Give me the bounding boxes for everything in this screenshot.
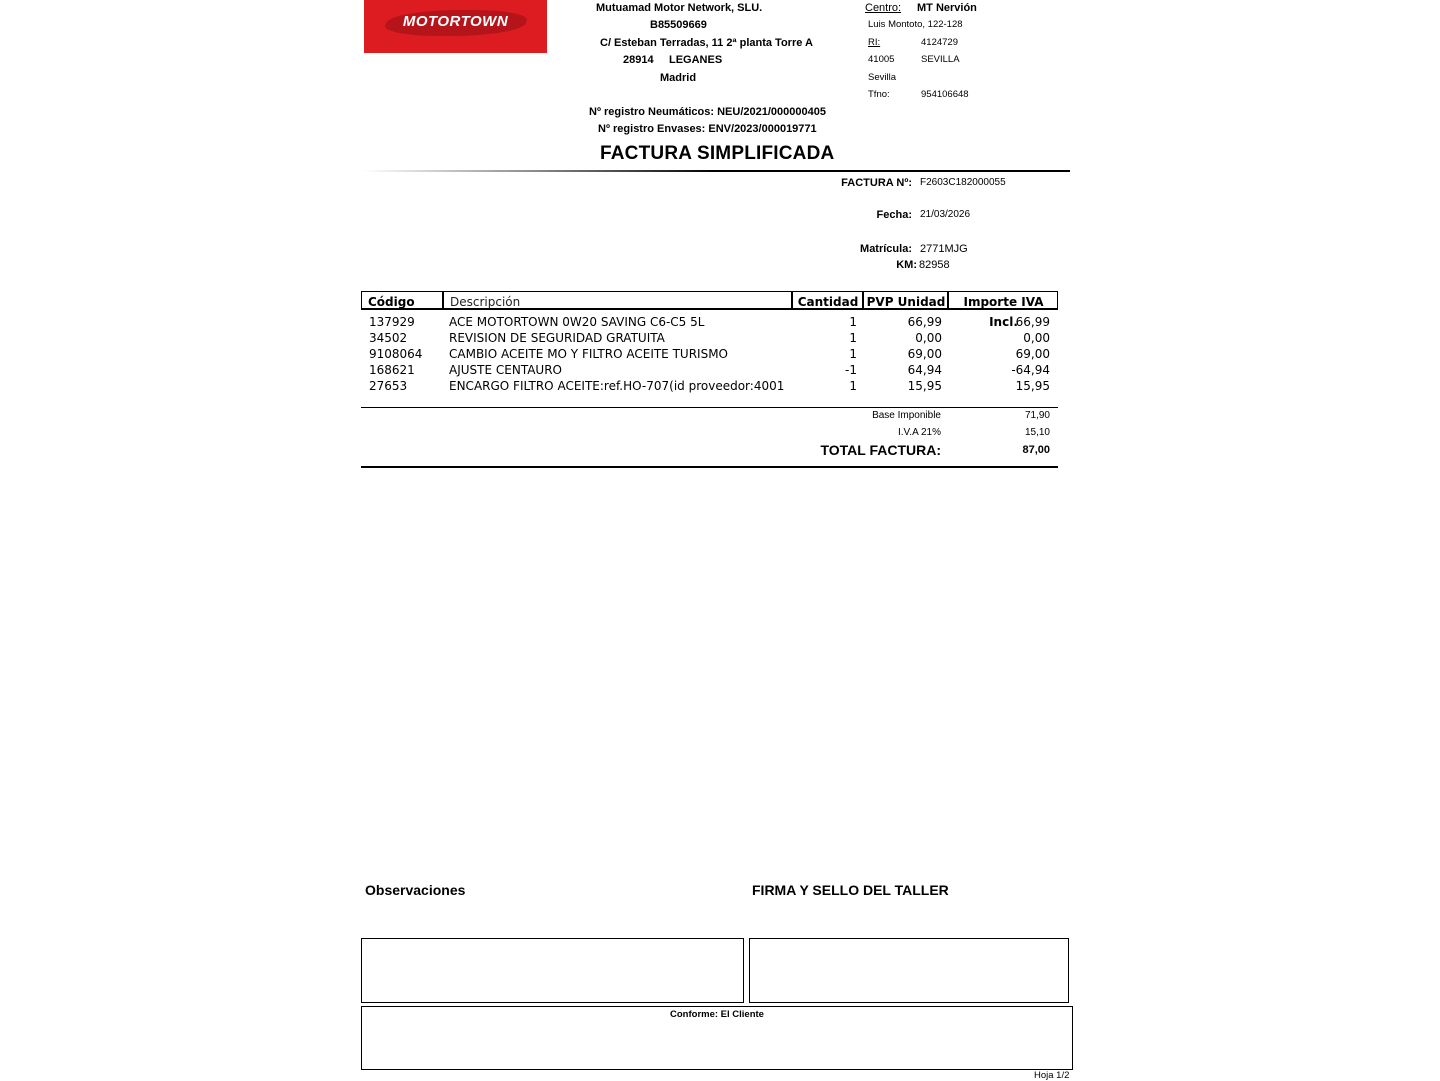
header-quantity: Cantidad (791, 292, 863, 310)
row-description: ENCARGO FILTRO ACEITE:ref.HO-707(id proveedor:4001 (449, 379, 785, 393)
table-row (361, 379, 1058, 395)
total-value: 87,00 (1022, 444, 1050, 456)
motortown-logo (364, 0, 547, 53)
center-province: Sevilla (868, 72, 896, 83)
row-amount: 69,00 (1015, 347, 1050, 361)
table-row (361, 363, 1058, 379)
base-label: Base Imponible (872, 410, 941, 421)
plate-value: 2771MJG (920, 243, 968, 255)
row-description: REVISION DE SEGURIDAD GRATUITA (449, 331, 665, 345)
row-unit-price: 69,00 (907, 347, 942, 361)
row-amount: -64,94 (1011, 363, 1050, 377)
customer-conformity-label: Conforme: El Cliente (670, 1009, 764, 1020)
invoice-date: 21/03/2026 (920, 209, 971, 220)
header-amount: Importe IVA Incl. (947, 292, 1058, 310)
total-label: TOTAL FACTURA: (820, 442, 941, 458)
row-code: 34502 (369, 331, 408, 345)
title-divider (362, 170, 1070, 172)
items-divider (361, 407, 1058, 408)
company-province: Madrid (660, 72, 697, 84)
vat-value: 15,10 (1024, 427, 1050, 438)
center-ri-label: RI: (868, 37, 881, 48)
center-ri-value: 4124729 (921, 37, 958, 48)
company-city: LEGANES (669, 54, 723, 66)
plate-label: Matrícula: (860, 243, 912, 255)
signature-heading: FIRMA Y SELLO DEL TALLER (752, 882, 949, 898)
tyre-registry: Nº registro Neumáticos: NEU/2021/000000405 (589, 106, 826, 118)
row-code: 137929 (369, 315, 415, 329)
row-amount: 15,95 (1015, 379, 1050, 393)
logo-text: MOTORTOWN (402, 13, 509, 30)
row-amount: 0,00 (1023, 331, 1050, 345)
table-row (361, 347, 1058, 363)
row-unit-price: 15,95 (907, 379, 942, 393)
row-description: AJUSTE CENTAURO (449, 363, 562, 377)
row-quantity: 1 (849, 347, 857, 361)
table-row (361, 315, 1058, 331)
invoice-date-label: Fecha: (876, 209, 912, 221)
observations-heading: Observaciones (365, 882, 466, 898)
row-quantity: 1 (849, 331, 857, 345)
row-unit-price: 0,00 (915, 331, 942, 345)
row-unit-price: 64,94 (907, 363, 942, 377)
header-unit-price: PVP Unidad (862, 292, 948, 310)
row-code: 168621 (369, 363, 415, 377)
row-quantity: 1 (849, 315, 857, 329)
header-description: Descripción (442, 292, 792, 310)
signature-box (749, 938, 1069, 1003)
center-city: SEVILLA (921, 54, 960, 65)
company-cif: B85509669 (650, 19, 707, 31)
packaging-registry: Nº registro Envases: ENV/2023/000019771 (598, 123, 817, 135)
row-quantity: 1 (849, 379, 857, 393)
km-label: KM: (896, 259, 917, 271)
totals-divider (361, 466, 1058, 468)
company-street: C/ Esteban Terradas, 11 2ª planta Torre A (600, 37, 813, 49)
row-amount: 66,99 (1015, 315, 1050, 329)
company-postal-code: 28914 (623, 54, 654, 66)
observations-box (361, 938, 744, 1003)
center-phone-label: Tfno: (868, 89, 890, 100)
km-value: 82958 (919, 259, 950, 271)
header-code: Código (368, 295, 415, 309)
center-address: Luis Montoto, 122-128 (868, 19, 963, 30)
row-unit-price: 66,99 (907, 315, 942, 329)
table-row (361, 331, 1058, 347)
base-value: 71,90 (1024, 410, 1050, 421)
vat-label: I.V.A 21% (898, 427, 941, 438)
row-code: 9108064 (369, 347, 423, 361)
row-description: CAMBIO ACEITE MO Y FILTRO ACEITE TURISMO (449, 347, 728, 361)
document-title: FACTURA SIMPLIFICADA (600, 143, 835, 164)
invoice-number: F2603C182000055 (920, 177, 1006, 188)
row-quantity: -1 (845, 363, 857, 377)
invoice-number-label: FACTURA Nº: (841, 177, 912, 189)
center-label: Centro: (865, 2, 902, 14)
page-number: Hoja 1/2 (1034, 1070, 1070, 1081)
center-name: MT Nervión (917, 2, 977, 14)
row-code: 27653 (369, 379, 408, 393)
center-postal-code: 41005 (868, 54, 895, 65)
company-name: Mutuamad Motor Network, SLU. (596, 2, 763, 14)
center-phone: 954106648 (921, 89, 969, 100)
row-description: ACE MOTORTOWN 0W20 SAVING C6-C5 5L (449, 315, 705, 329)
customer-conformity-box (361, 1006, 1073, 1070)
